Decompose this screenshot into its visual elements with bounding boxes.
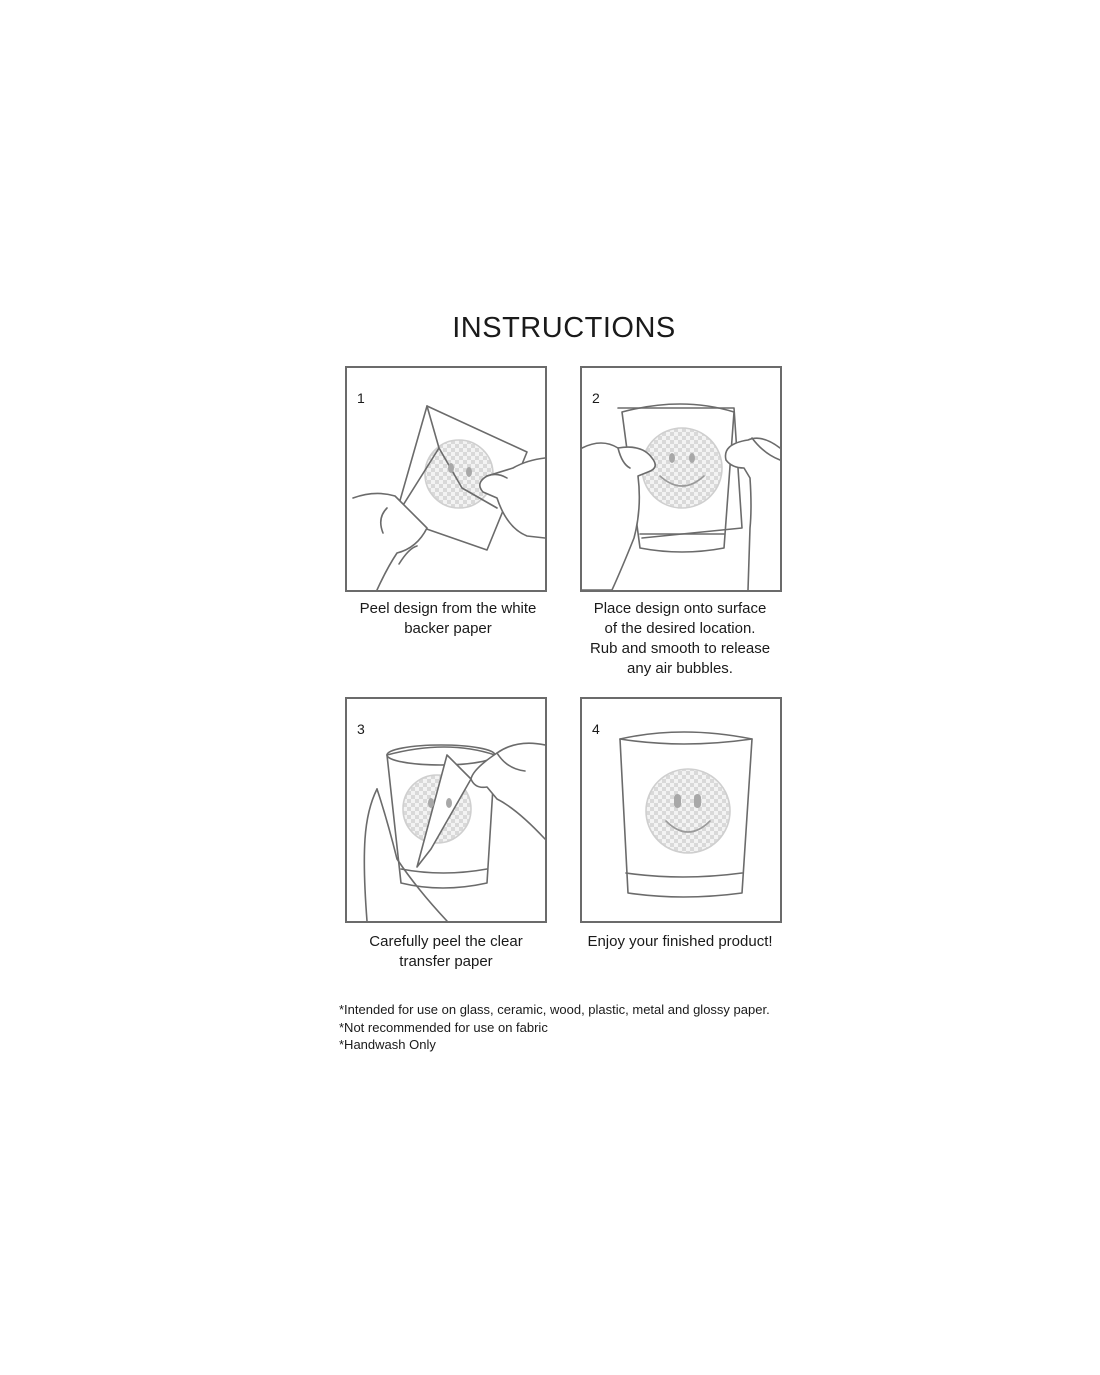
caption-line: any air bubbles. <box>627 660 733 677</box>
note-line: *Not recommended for use on fabric <box>339 1019 548 1035</box>
step-1-panel <box>345 366 547 592</box>
step-1-number: 1 <box>357 390 365 406</box>
caption-line: Carefully peel the clear <box>369 933 523 950</box>
caption-line: Rub and smooth to release <box>589 640 771 657</box>
usage-notes <box>339 1001 770 1054</box>
step-3-illustration <box>347 699 545 921</box>
caption-line: of the desired location. <box>604 620 756 637</box>
step-3-caption <box>326 932 566 972</box>
step-4-illustration <box>582 699 780 921</box>
step-3-panel <box>345 697 547 923</box>
step-2-caption <box>560 599 800 679</box>
step-2-panel <box>580 366 782 592</box>
caption-line: transfer paper <box>399 953 493 970</box>
step-2-illustration <box>582 368 780 590</box>
step-4-number: 4 <box>592 721 600 737</box>
note-line: *Handwash Only <box>339 1037 436 1052</box>
caption-line: Enjoy your finished product! <box>587 933 773 950</box>
step-1-illustration <box>347 368 545 590</box>
caption-line: Peel design from the white <box>359 600 537 617</box>
page-title: INSTRUCTIONS <box>452 312 676 344</box>
step-4-caption <box>560 932 800 952</box>
step-1-caption <box>328 599 568 639</box>
step-3-number: 3 <box>357 721 365 737</box>
caption-line: backer paper <box>404 620 492 637</box>
step-2-number: 2 <box>592 390 600 406</box>
note-line: *Intended for use on glass, ceramic, wood, plastic, metal and glossy paper. <box>339 1002 770 1017</box>
caption-line: Place design onto surface <box>593 600 767 617</box>
step-4-panel <box>580 697 782 923</box>
